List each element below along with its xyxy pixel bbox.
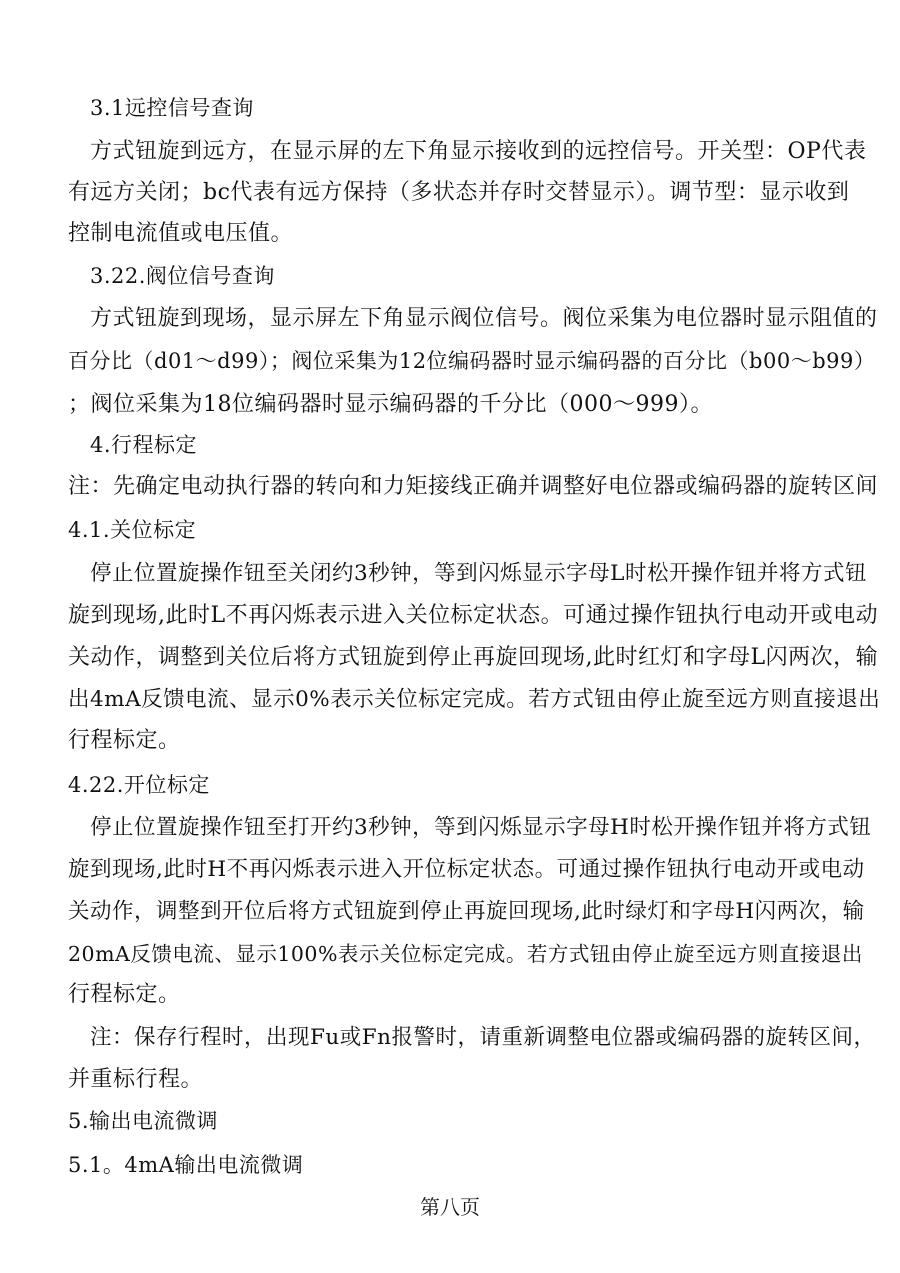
- heading-4-1: 4.1.关位标定: [68, 518, 197, 542]
- paragraph-line: 出4mA反馈电流、显示0%表示关位标定完成。若方式钮由停止旋至远方则直接退出: [68, 687, 881, 712]
- paragraph-line: 方式钮旋到现场，显示屏左下角显示阀位信号。阀位采集为电位器时显示阻值的: [90, 306, 878, 331]
- paragraph-line: ；阀位采集为18位编码器时显示编码器的千分比（000～999）。: [68, 392, 713, 417]
- paragraph-line: 旋到现场,此时L不再闪烁表示进入关位标定状态。可通过操作钮执行电动开或电动: [68, 603, 879, 628]
- note-line: 注：先确定电动执行器的转向和力矩接线正确并调整好电位器或编码器的旋转区间: [68, 474, 879, 499]
- paragraph-line: 有远方关闭；bc代表有远方保持（多状态并存时交替显示）。调节型：显示收到: [68, 180, 850, 205]
- paragraph-line: 停止位置旋操作钮至打开约3秒钟，等到闪烁显示字母H时松开操作钮并将方式钮: [90, 815, 872, 840]
- paragraph-line: 停止位置旋操作钮至关闭约3秒钟，等到闪烁显示字母L时松开操作钮并将方式钮: [90, 561, 867, 586]
- paragraph-line: 关动作，调整到开位后将方式钮旋到停止再旋回现场,此时绿灯和字母H闪两次，输: [68, 899, 865, 924]
- heading-5-1: 5.1。4mA输出电流微调: [68, 1153, 304, 1177]
- paragraph-line: 行程标定。: [68, 982, 181, 1007]
- paragraph-line: 百分比（d01～d99）；阀位采集为12位编码器时显示编码器的百分比（b00～b99）: [68, 349, 876, 373]
- note-line: 注：保存行程时，出现Fu或Fn报警时，请重新调整电位器或编码器的旋转区间，: [90, 1025, 876, 1050]
- note-line: 并重标行程。: [68, 1067, 204, 1092]
- heading-5: 5.输出电流微调: [68, 1109, 219, 1133]
- page-number: 第八页: [420, 1195, 480, 1219]
- heading-3-1: 3.1远控信号查询: [90, 96, 254, 120]
- paragraph-line: 关动作，调整到关位后将方式钮旋到停止再旋回现场,此时红灯和字母L闪两次，输: [68, 645, 879, 670]
- heading-4-22: 4.22.开位标定: [68, 773, 210, 797]
- paragraph-line: 20mA反馈电流、显示100%表示关位标定完成。若方式钮由停止旋至远方则直接退出: [68, 942, 863, 966]
- heading-3-22: 3.22.阀位信号查询: [90, 264, 275, 288]
- paragraph-line: 旋到现场,此时H不再闪烁表示进入开位标定状态。可通过操作钮执行电动开或电动: [68, 857, 865, 882]
- paragraph-line: 行程标定。: [68, 728, 181, 753]
- heading-4: 4.行程标定: [90, 433, 198, 457]
- paragraph-line: 方式钮旋到远方，在显示屏的左下角显示接收到的远控信号。开关型：OP代表: [90, 139, 867, 164]
- paragraph-line: 控制电流值或电压值。: [68, 221, 294, 246]
